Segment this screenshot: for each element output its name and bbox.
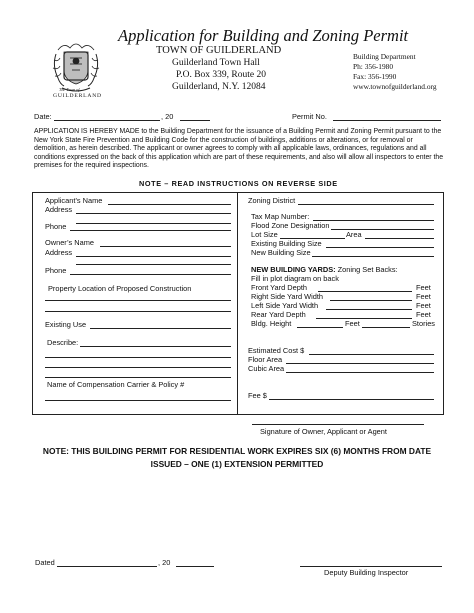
lot-size-label: Lot Size bbox=[251, 230, 278, 239]
seal-caption-small: The Town of bbox=[59, 87, 80, 92]
date-year-prefix: , 20 bbox=[161, 112, 174, 121]
dept-website[interactable]: www.townofguilderland.org bbox=[353, 82, 437, 91]
left-side-feet: Feet bbox=[416, 301, 431, 310]
town-seal-icon bbox=[50, 40, 102, 108]
applicant-phone-field[interactable] bbox=[70, 230, 231, 231]
form-title: Application for Building and Zoning Permit bbox=[118, 26, 409, 45]
cubic-area-field[interactable] bbox=[286, 372, 434, 373]
left-side-label: Left Side Yard Width bbox=[251, 301, 319, 310]
describe-field-1[interactable] bbox=[80, 346, 231, 347]
permit-label: Permit No. bbox=[292, 112, 327, 121]
bldg-height-label: Bldg. Height bbox=[251, 319, 292, 328]
signature-label: Signature of Owner, Applicant or Agent bbox=[260, 427, 387, 436]
permit-number-field[interactable] bbox=[333, 120, 441, 121]
inspector-signature-field[interactable] bbox=[300, 566, 442, 567]
dept-phone: Ph: 356-1980 bbox=[353, 62, 394, 71]
cubic-area-label: Cubic Area bbox=[248, 364, 285, 373]
existing-use-field[interactable] bbox=[90, 328, 231, 329]
address-line-1: Guilderland Town Hall bbox=[172, 58, 260, 68]
date-field[interactable] bbox=[54, 120, 160, 121]
existing-building-size-label: Existing Building Size bbox=[251, 239, 322, 248]
town-name: TOWN OF GUILDERLAND bbox=[156, 45, 282, 56]
applicant-name-field[interactable] bbox=[108, 204, 231, 205]
floor-area-field[interactable] bbox=[286, 363, 434, 364]
dated-year-prefix: , 20 bbox=[158, 558, 171, 567]
describe-field-4[interactable] bbox=[45, 377, 231, 378]
rear-yard-field[interactable] bbox=[316, 318, 412, 319]
owner-phone-field[interactable] bbox=[70, 274, 231, 275]
dept-fax: Fax: 356-1990 bbox=[353, 72, 397, 81]
front-yard-field[interactable] bbox=[318, 291, 412, 292]
expiry-note-line-2: ISSUED – ONE (1) EXTENSION PERMITTED bbox=[150, 459, 324, 469]
area-field[interactable] bbox=[365, 238, 434, 239]
new-yards-subtitle: Zoning Set Backs: bbox=[335, 265, 398, 274]
dated-year-field[interactable] bbox=[176, 566, 214, 567]
applicant-address-field[interactable] bbox=[76, 213, 231, 214]
right-side-feet: Feet bbox=[416, 292, 431, 301]
applicant-phone-label: Phone bbox=[45, 222, 67, 231]
tax-map-label: Tax Map Number: bbox=[251, 212, 310, 221]
date-label: Date: bbox=[34, 112, 52, 121]
applicant-name-label: Applicant’s Name bbox=[45, 196, 103, 205]
owner-name-label: Owner’s Name bbox=[45, 238, 95, 247]
stories-field[interactable] bbox=[362, 327, 410, 328]
dept-name: Building Department bbox=[353, 52, 416, 61]
dated-field[interactable] bbox=[57, 566, 157, 567]
existing-building-size-field[interactable] bbox=[326, 247, 434, 248]
right-side-field[interactable] bbox=[330, 300, 412, 301]
floor-area-label: Floor Area bbox=[248, 355, 283, 364]
describe-field-2[interactable] bbox=[45, 357, 231, 358]
applicant-address-field-2[interactable] bbox=[76, 223, 231, 224]
inspector-label: Deputy Building Inspector bbox=[324, 568, 409, 577]
describe-label: Describe: bbox=[47, 338, 79, 347]
owner-address-field-2[interactable] bbox=[76, 264, 231, 265]
new-yards-heading bbox=[251, 265, 398, 274]
plot-diagram-note: Fill in plot diagram on back bbox=[251, 274, 339, 283]
compensation-field[interactable] bbox=[45, 400, 231, 401]
new-yards-title: NEW BUILDING YARDS: bbox=[251, 265, 336, 274]
zoning-district-field[interactable] bbox=[298, 204, 434, 205]
form-box-divider bbox=[237, 192, 238, 414]
estimated-cost-label: Estimated Cost $ bbox=[248, 346, 305, 355]
address-line-2: P.O. Box 339, Route 20 bbox=[176, 70, 266, 80]
front-yard-label: Front Yard Depth bbox=[251, 283, 308, 292]
existing-use-label: Existing Use bbox=[45, 320, 87, 329]
owner-name-field[interactable] bbox=[100, 246, 231, 247]
applicant-address-label: Address bbox=[45, 205, 73, 214]
area-label: Area bbox=[346, 230, 362, 239]
front-yard-feet: Feet bbox=[416, 283, 431, 292]
owner-address-field[interactable] bbox=[76, 256, 231, 257]
seal-caption: GUILDERLAND bbox=[53, 93, 102, 99]
compensation-label: Name of Compensation Carrier & Policy # bbox=[47, 380, 185, 389]
fee-field[interactable] bbox=[269, 399, 434, 400]
describe-field-3[interactable] bbox=[45, 367, 231, 368]
bldg-height-feet: Feet bbox=[345, 319, 360, 328]
right-side-label: Right Side Yard Width bbox=[251, 292, 324, 301]
dated-label: Dated bbox=[35, 558, 55, 567]
rear-yard-label: Rear Yard Depth bbox=[251, 310, 306, 319]
note-reverse: NOTE – READ INSTRUCTIONS ON REVERSE SIDE bbox=[139, 179, 338, 188]
tax-map-field[interactable] bbox=[313, 220, 434, 221]
owner-address-label: Address bbox=[45, 248, 73, 257]
expiry-note-line-1: NOTE: THIS BUILDING PERMIT FOR RESIDENTIAL WORK EXPIRES SIX (6) MONTHS FROM DATE bbox=[42, 446, 432, 456]
left-side-field[interactable] bbox=[326, 309, 412, 310]
rear-yard-feet: Feet bbox=[416, 310, 431, 319]
fee-label: Fee $ bbox=[248, 391, 267, 400]
date-year-field[interactable] bbox=[180, 120, 210, 121]
bldg-height-field[interactable] bbox=[297, 327, 343, 328]
stories-label: Stories bbox=[412, 319, 436, 328]
property-location-field-2[interactable] bbox=[45, 311, 231, 312]
property-location-field-1[interactable] bbox=[45, 300, 231, 301]
new-building-size-field[interactable] bbox=[312, 256, 434, 257]
flood-zone-label: Flood Zone Designation bbox=[251, 221, 330, 230]
signature-field[interactable] bbox=[252, 424, 424, 425]
zoning-district-label: Zoning District bbox=[248, 196, 296, 205]
new-building-size-label: New Building Size bbox=[251, 248, 311, 257]
estimated-cost-field[interactable] bbox=[309, 354, 434, 355]
owner-phone-label: Phone bbox=[45, 266, 67, 275]
intro-paragraph: APPLICATION IS HEREBY MADE to the Building Department for the issuance of a Building Permit and Zoning Permit pursuant to the New York State Fire Prevention and Building Code for the construction of buildings, additions or alterations, or for removal or demolition, as herein described. The applicant or owner agrees to comply with all applicable laws, ordinances, regulations and all conditions expressed on the back of this application which are part of these requirements, and also will allow all inspectors to enter the premises for the required inspections. bbox=[34, 128, 444, 170]
address-line-3: Guilderland, N.Y. 12084 bbox=[172, 82, 266, 92]
property-location-label: Property Location of Proposed Construction bbox=[48, 284, 192, 293]
